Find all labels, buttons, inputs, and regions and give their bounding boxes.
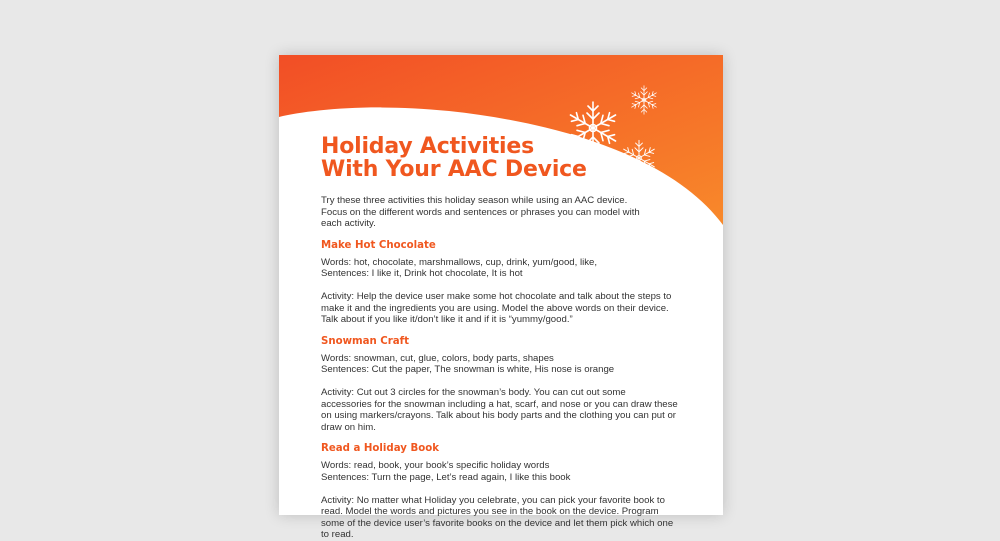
section-holiday-book xyxy=(321,443,701,541)
document-sheet xyxy=(279,55,723,541)
section-sentences: Sentences: Cut the paper, The snowman is white, His nose is orange xyxy=(321,364,615,376)
activity-line: read. Model the words and pictures you see in the book on the device. Program xyxy=(321,506,659,518)
section-heading: Make Hot Chocolate xyxy=(321,239,436,251)
section-activity xyxy=(321,291,701,326)
intro-line: Focus on the different words and sentences or phrases you can model with xyxy=(321,206,640,218)
activity-line: make it and the ingredients you are using. Model the above words on their device. xyxy=(321,302,669,314)
activity-line: some of the device user’s favorite books on the device and let them pick which one xyxy=(321,517,674,529)
section-sentences: Sentences: I like it, Drink hot chocolate, It is hot xyxy=(321,268,523,280)
activity-line: Activity: Help the device user make some hot chocolate and talk about the steps to xyxy=(321,290,672,302)
section-words: Words: snowman, cut, glue, colors, body parts, shapes xyxy=(321,352,554,364)
section-activity xyxy=(321,387,701,433)
document-title xyxy=(321,135,701,181)
title-line-1: Holiday Activities xyxy=(321,134,535,159)
section-words: Words: hot, chocolate, marshmallows, cup, drink, yum/good, like, xyxy=(321,256,598,268)
section-words: Words: read, book, your book’s specific holiday words xyxy=(321,460,550,472)
document-content xyxy=(321,135,701,541)
intro-paragraph xyxy=(321,195,701,230)
activity-line: Talk about if you like it/don’t like it and if it is “yummy/good.” xyxy=(321,314,573,326)
section-hot-chocolate xyxy=(321,240,701,326)
section-snowman-craft xyxy=(321,336,701,434)
section-sentences: Sentences: Turn the page, Let’s read again, I like this book xyxy=(321,471,571,483)
intro-line: each activity. xyxy=(321,218,376,230)
section-heading: Read a Holiday Book xyxy=(321,443,439,455)
title-line-2: With Your AAC Device xyxy=(321,157,587,182)
activity-line: to read. xyxy=(321,529,354,541)
activity-line: Activity: No matter what Holiday you celebrate, you can pick your favorite book to xyxy=(321,494,665,506)
activity-line: accessories for the snowman including a hat, scarf, and nose or you can draw these xyxy=(321,398,678,410)
activity-line: on using markers/crayons. Talk about his body parts and the clothing you can put or xyxy=(321,410,676,422)
section-heading: Snowman Craft xyxy=(321,335,409,347)
section-activity xyxy=(321,495,701,541)
activity-line: Activity: Cut out 3 circles for the snowman’s body. You can cut out some xyxy=(321,386,626,398)
activity-line: draw on him. xyxy=(321,421,376,433)
intro-line: Try these three activities this holiday season while using an AAC device. xyxy=(321,195,628,206)
snowflake-icon xyxy=(630,86,658,115)
